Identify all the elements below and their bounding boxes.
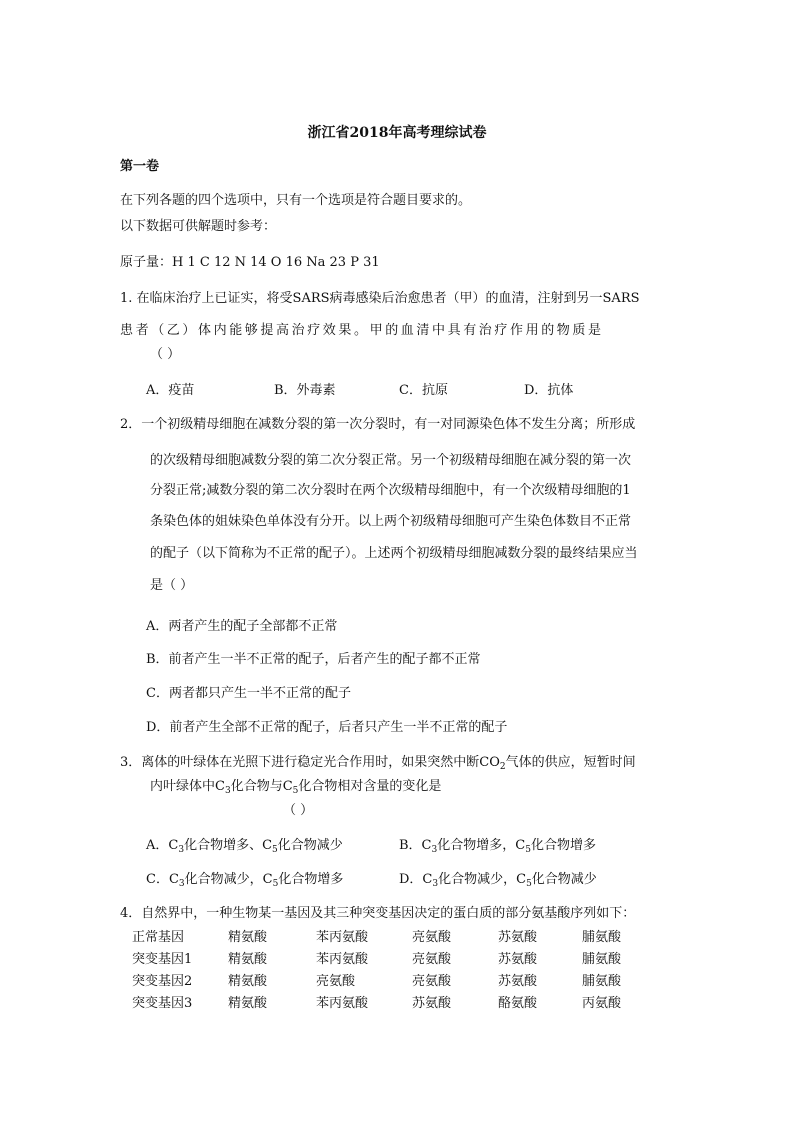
q3-option-d-post: 化合物减少 [531, 872, 597, 887]
q3-line-2 [150, 778, 441, 796]
table-row [132, 924, 652, 946]
page-title: 浙江省2018年高考理综试卷 [307, 125, 487, 141]
q3-line-1-text-b: 气体的供应，短暂时间 [505, 755, 636, 770]
amino-acid-cell: 苏氨酸 [412, 995, 452, 1011]
q2-option-c: C．两者都只产生一半不正常的配子 [146, 686, 351, 701]
gene-label-cell: 正常基因 [132, 929, 185, 945]
q3-option-a-sub-2: 5 [272, 845, 278, 855]
amino-acid-cell: 苏氨酸 [498, 973, 538, 989]
q3-option-b-sub-2: 5 [525, 845, 531, 855]
q4-line-1: 4．自然界中，一种生物某一基因及其三种突变基因决定的蛋白质的部分氨基酸序列如下： [120, 906, 636, 921]
q3-option-d-mid: 化合物减少，C [438, 872, 527, 887]
q3-option-c-mid: 化合物减少，C [184, 872, 273, 887]
q2-line-5: 的配子（以下简称为不正常的配子）。上述两个初级精母细胞减数分裂的最终结果应当 [150, 546, 638, 561]
q1-line-1: 1. 在临床治疗上已证实，将受SARS病毒感染后治愈患者（甲）的血清，注射到另一SARS [120, 291, 640, 306]
q3-option-b-mid: 化合物增多，C [437, 838, 526, 853]
amino-acid-cell: 精氨酸 [228, 929, 268, 945]
q3-option-a-pre: A．C [146, 838, 179, 853]
gene-label-cell: 突变基因2 [132, 973, 193, 989]
section-heading: 第一卷 [120, 159, 160, 174]
q2-line-4: 条染色体的姐妹染色单体没有分开。以上两个初级精母细胞可产生染色体数目不正常 [150, 514, 632, 529]
q3-answer-blank: （ ） [283, 803, 314, 818]
q1-answer-blank: （ ） [150, 347, 181, 362]
q2-line-1: 2．一个初级精母细胞在减数分裂的第一次分裂时，有一对同源染色体不发生分离；所形成 [120, 417, 636, 432]
q2-line-6: 是（ ） [150, 578, 194, 593]
amino-acid-cell: 亮氨酸 [316, 973, 356, 989]
atomic-mass-line: 原子量：H 1 C 12 N 14 O 16 Na 23 P 31 [120, 255, 380, 270]
q1-option-c: C．抗原 [399, 383, 448, 398]
q3-option-b [399, 837, 596, 855]
q2-option-b: B．前者产生一半不正常的配子，后者产生的配子都不正常 [146, 652, 481, 667]
q2-line-3: 分裂正常;减数分裂的第二次分裂时在两个次级精母细胞中，有一个次级精母细胞的1 [150, 483, 631, 498]
q3-option-a [146, 837, 343, 855]
amino-acid-cell: 苯丙氨酸 [316, 929, 369, 945]
gene-label-cell: 突变基因3 [132, 995, 193, 1011]
q3-option-c-sub-1: 3 [178, 879, 185, 889]
table-row [132, 990, 652, 1012]
q3-option-b-pre: B．C [399, 838, 432, 853]
amino-acid-cell: 精氨酸 [228, 995, 268, 1011]
amino-acid-table [132, 924, 652, 1012]
q3-line-2-text-a: 内叶绿体中C [150, 779, 225, 794]
q1-line-2: 患者（乙）体内能够提高治疗效果。甲的血清中具有治疗作用的物质是 [120, 323, 604, 338]
amino-acid-cell: 脯氨酸 [582, 951, 622, 967]
amino-acid-cell: 精氨酸 [228, 951, 268, 967]
q3-c3-subscript: 3 [224, 786, 231, 796]
q3-line-2-text-c: 化合物相对含量的变化是 [298, 779, 442, 794]
amino-acid-cell: 亮氨酸 [412, 973, 452, 989]
table-row [132, 946, 652, 968]
q3-line-1 [120, 754, 636, 772]
q3-option-c [146, 871, 343, 889]
amino-acid-cell: 脯氨酸 [582, 929, 622, 945]
q1-option-a: A．疫苗 [146, 383, 195, 398]
instruction-text: 在下列各题的四个选项中，只有一个选项是符合题目要求的。 [120, 193, 472, 208]
amino-acid-cell: 酪氨酸 [498, 995, 538, 1011]
amino-acid-cell: 苯丙氨酸 [316, 995, 369, 1011]
q3-line-2-text-b: 化合物与C [230, 779, 293, 794]
amino-acid-cell: 亮氨酸 [412, 929, 452, 945]
amino-acid-cell: 脯氨酸 [582, 973, 622, 989]
q2-option-d: D．前者产生全部不正常的配子，后者只产生一半不正常的配子 [146, 720, 508, 735]
amino-acid-cell: 苏氨酸 [498, 929, 538, 945]
q1-option-d: D．抗体 [524, 383, 574, 398]
amino-acid-cell: 精氨酸 [228, 973, 268, 989]
q3-option-b-post: 化合物增多 [530, 838, 596, 853]
table-row [132, 968, 652, 990]
amino-acid-cell: 丙氨酸 [582, 995, 622, 1011]
q3-option-a-sub-1: 3 [178, 845, 185, 855]
q3-option-a-post: 化合物减少 [277, 838, 343, 853]
q3-option-a-mid: 化合物增多、C [184, 838, 273, 853]
q3-line-1-text-a: 3．离体的叶绿体在光照下进行稳定光合作用时，如果突然中断CO [120, 755, 500, 770]
q2-option-a: A．两者产生的配子全部都不正常 [146, 619, 338, 634]
data-note: 以下数据可供解题时参考： [120, 219, 277, 234]
amino-acid-cell: 亮氨酸 [412, 951, 452, 967]
amino-acid-cell: 苯丙氨酸 [316, 951, 369, 967]
q3-option-c-sub-2: 5 [272, 879, 279, 889]
q3-option-d-sub-1: 3 [432, 879, 439, 889]
q3-co2-subscript: 2 [499, 762, 506, 772]
q2-line-2: 的次级精母细胞减数分裂的第二次分裂正常。另一个初级精母细胞在减分裂的第一次 [150, 453, 632, 468]
q1-option-b: B．外毒素 [274, 383, 336, 398]
q3-option-d-pre: D．C [399, 872, 433, 887]
gene-label-cell: 突变基因1 [132, 951, 193, 967]
q3-option-d-sub-2: 5 [526, 879, 532, 889]
q3-option-b-sub-1: 3 [431, 845, 438, 855]
q3-option-c-pre: C．C [146, 872, 179, 887]
q3-option-c-post: 化合物增多 [278, 872, 344, 887]
amino-acid-cell: 苏氨酸 [498, 951, 538, 967]
q3-option-d [399, 871, 597, 889]
q3-c5-subscript: 5 [292, 786, 299, 796]
